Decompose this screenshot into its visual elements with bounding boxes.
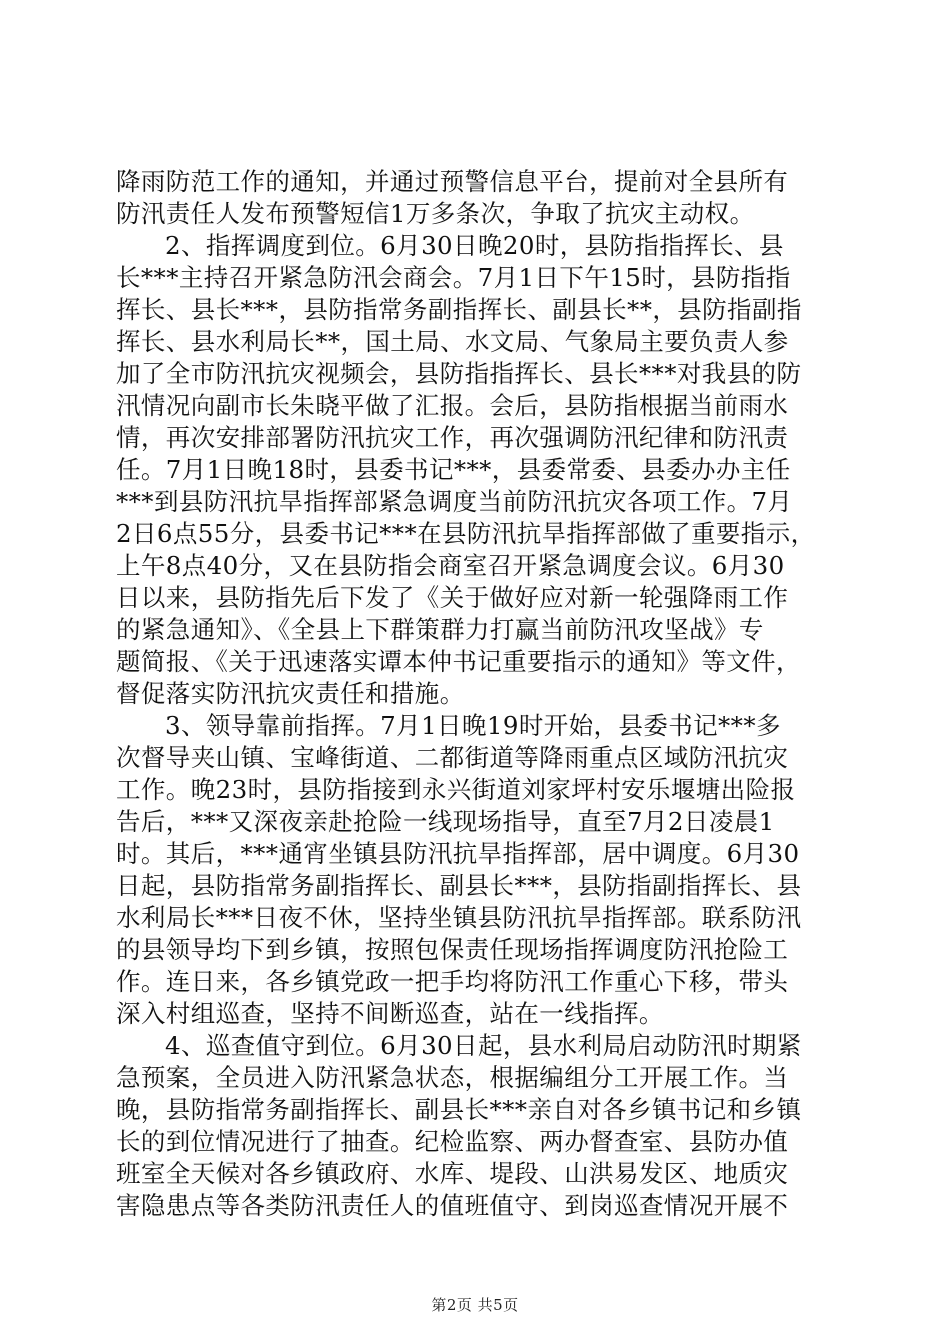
text-line: 汛情况向副市长朱晓平做了汇报。会后，县防指根据当前雨水 [116,391,789,420]
page-footer: 第2页 共5页 [431,1296,519,1314]
text-line: 长***主持召开紧急防汛会商会。7月1日下午15时，县防指指 [116,263,791,292]
text-line: 的县领导均下到乡镇，按照包保责任现场指挥调度防汛抢险工 [116,935,789,964]
text-line: 次督导夹山镇、宝峰街道、二都街道等降雨重点区域防汛抗灾 [116,743,789,772]
text-line: 上午8点40分，又在县防指会商室召开紧急调度会议。6月30 [116,551,785,580]
text-line: 工作。晚23时，县防指接到永兴街道刘家坪村安乐堰塘出险报 [116,775,796,804]
text-line: 加了全市防汛抗灾视频会，县防指指挥长、县长***对我县的防 [116,359,802,388]
text-line: 2、指挥调度到位。6月30日晚20时，县防指指挥长、县 [165,231,784,260]
text-line: 害隐患点等各类防汛责任人的值班值守、到岗巡查情况开展不 [116,1191,789,1220]
text-line: 急预案，全员进入防汛紧急状态，根据编组分工开展工作。当 [116,1063,789,1092]
text-line: 挥长、县长***，县防指常务副指挥长、副县长**，县防指副指 [116,295,802,324]
text-line: 水利局长***日夜不休，坚持坐镇县防汛抗旱指挥部。联系防汛 [116,903,802,932]
text-line: 3、领导靠前指挥。7月1日晚19时开始，县委书记***多 [165,711,781,740]
text-line: 作。连日来，各乡镇党政一把手均将防汛工作重心下移，带头 [116,967,789,996]
text-line: 日起，县防指常务副指挥长、副县长***，县防指副指挥长、县 [116,871,802,900]
text-line: 2日6点55分，县委书记***在县防汛抗旱指挥部做了重要指示， [116,519,816,548]
text-line: 情，再次安排部署防汛抗灾工作，再次强调防汛纪律和防汛责 [116,423,789,452]
text-line: 日以来，县防指先后下发了《关于做好应对新一轮强降雨工作 [116,583,789,612]
text-line: 降雨防范工作的通知，并通过预警信息平台，提前对全县所有 [116,167,789,196]
text-line: 深入村组巡查，坚持不间断巡查，站在一线指挥。 [116,999,664,1028]
text-line: 挥长、县水利局长**，国土局、水文局、气象局主要负责人参 [116,327,789,356]
text-line: 督促落实防汛抗灾责任和措施。 [116,679,465,708]
text-line: 4、巡查值守到位。6月30日起，县水利局启动防汛时期紧 [165,1031,802,1060]
text-line: 任。7月1日晚18时，县委书记***，县委常委、县委办办主任 [116,455,791,484]
text-line: ***到县防汛抗旱指挥部紧急调度当前防汛抗灾各项工作。7月 [116,487,793,516]
text-line: 题简报、《关于迅速落实谭本仲书记重要指示的通知》等文件， [116,647,801,676]
text-line: 长的到位情况进行了抽查。纪检监察、两办督查室、县防办值 [116,1127,789,1156]
text-line: 时。其后，***通宵坐镇县防汛抗旱指挥部，居中调度。6月30 [116,839,800,868]
text-line: 告后，***又深夜亲赴抢险一线现场指导，直至7月2日凌晨1 [116,807,775,836]
text-line: 班室全天候对各乡镇政府、水库、堤段、山洪易发区、地质灾 [116,1159,789,1188]
text-line: 晚，县防指常务副指挥长、副县长***亲自对各乡镇书记和乡镇 [116,1095,802,1124]
text-line: 的紧急通知》、《全县上下群策群力打赢当前防汛攻坚战》专 [116,615,764,644]
document-body [116,166,838,1222]
text-line: 防汛责任人发布预警短信1万多条次，争取了抗灾主动权。 [116,199,755,228]
